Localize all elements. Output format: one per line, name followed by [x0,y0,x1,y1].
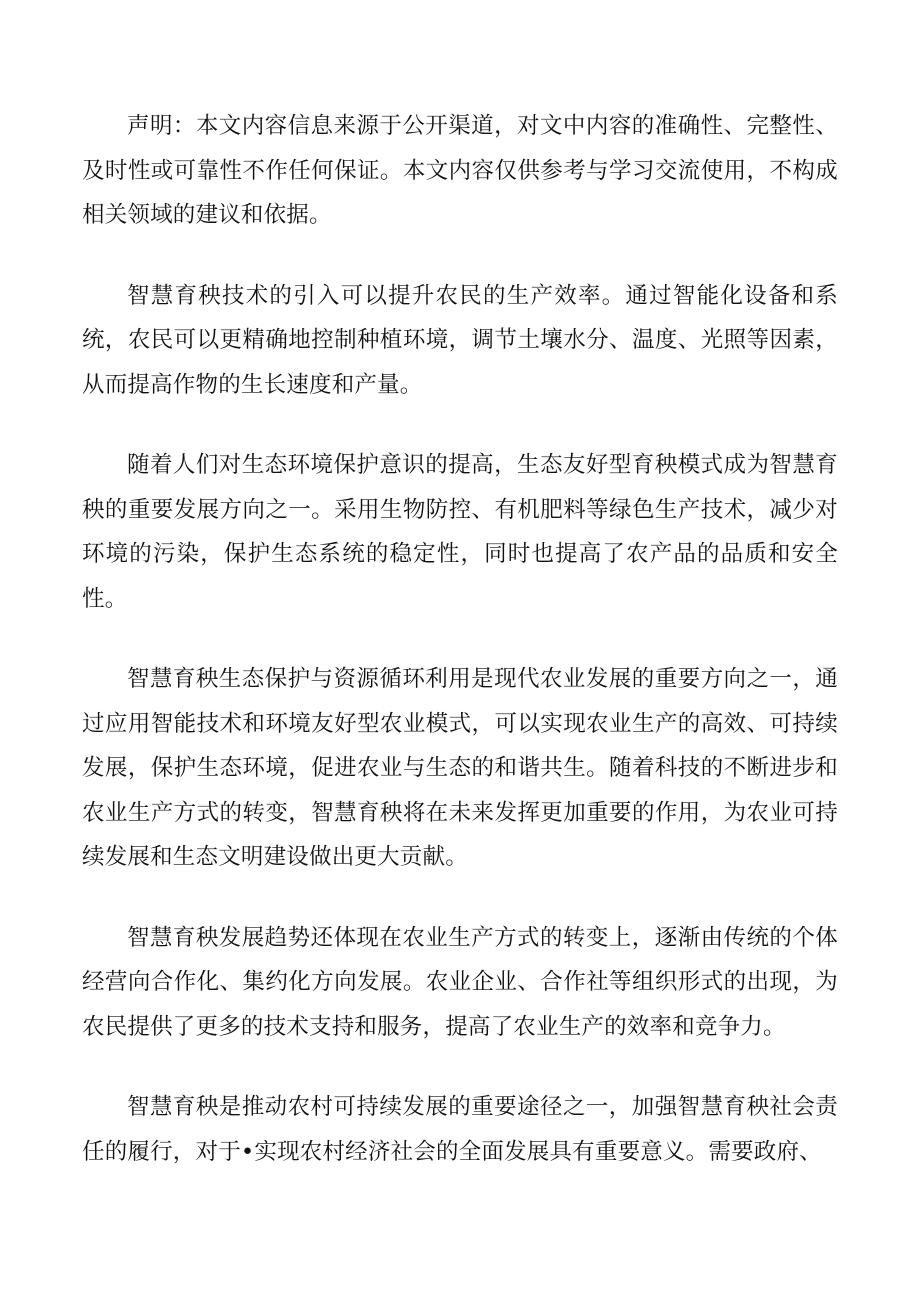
body-paragraph: 随着人们对生态环境保护意识的提高，生态友好型育秧模式成为智慧育秧的重要发展方向之一。采用生物防控、有机肥料等绿色生产技术，减少对环境的污染，保护生态系统的稳定性，同时也提高了农产品的品质和安全性。 [82,452,838,612]
document-body [82,104,838,1210]
body-paragraph: 智慧育秧技术的引入可以提升农民的生产效率。通过智能化设备和系统，农民可以更精确地控制种植环境，调节土壤水分、温度、光照等因素，从而提高作物的生长速度和产量。 [82,282,838,398]
body-paragraph: 智慧育秧生态保护与资源循环利用是现代农业发展的重要方向之一，通过应用智能技术和环境友好型农业模式，可以实现农业生产的高效、可持续发展，保护生态环境，促进农业与生态的和谐共生。随着科技的不断进步和农业生产方式的转变，智慧育秧将在未来发挥更加重要的作用，为农业可持续发展和生态文明建设做出更大贡献。 [82,666,838,870]
disclaimer-paragraph: 声明：本文内容信息来源于公开渠道，对文中内容的准确性、完整性、及时性或可靠性不作任何保证。本文内容仅供参考与学习交流使用，不构成相关领域的建议和依据。 [82,113,838,228]
body-paragraph: 智慧育秧发展趋势还体现在农业生产方式的转变上，逐渐由传统的个体经营向合作化、集约化方向发展。农业企业、合作社等组织形式的出现，为农民提供了更多的技术支持和服务，提高了农业生产的效率和竞争力。 [82,924,838,1040]
body-paragraph: 智慧育秧是推动农村可持续发展的重要途径之一，加强智慧育秧社会责任的履行，对于•实现农村经济社会的全面发展具有重要意义。需要政府、 [82,1094,838,1165]
